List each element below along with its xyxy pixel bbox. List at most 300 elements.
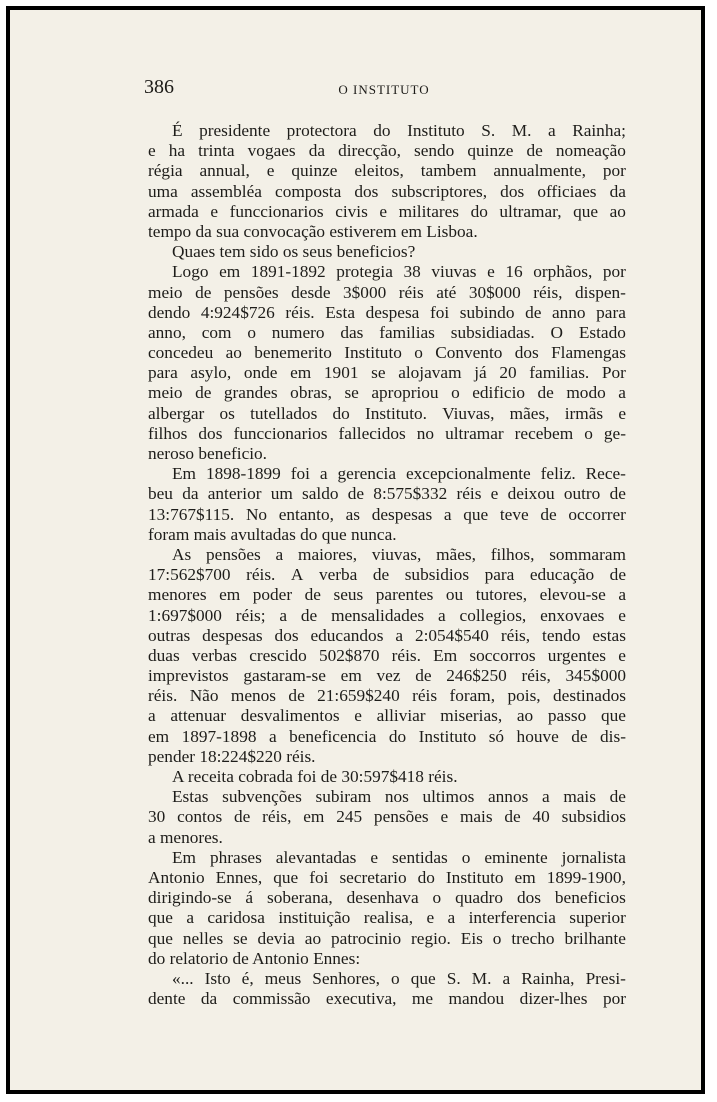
word: Por xyxy=(601,363,626,383)
word: beneficios xyxy=(554,888,626,908)
word: soberana, xyxy=(267,888,333,908)
word: 8:575$332 xyxy=(373,484,448,504)
word: Esta xyxy=(325,302,355,322)
word: das xyxy=(340,322,364,342)
word: 1897-1898 xyxy=(181,726,257,746)
word: quinze xyxy=(291,161,338,181)
word: beu xyxy=(148,484,173,504)
word: apropriou xyxy=(371,383,439,403)
text-line xyxy=(148,585,626,605)
word: de xyxy=(234,807,251,827)
word: pensões xyxy=(223,282,279,302)
word: vogaes xyxy=(247,141,296,161)
word: quadro xyxy=(455,888,504,908)
word: 16 xyxy=(505,262,523,282)
word: eleitos, xyxy=(354,161,404,181)
text-line: pender 18:224$220 réis. xyxy=(148,746,316,766)
word: regio. xyxy=(411,928,451,948)
word: deixou xyxy=(507,484,555,504)
word: ha xyxy=(168,141,186,161)
word: protegia xyxy=(336,262,393,282)
word: em xyxy=(219,262,241,282)
word: urgentes xyxy=(547,645,607,665)
word: em xyxy=(219,585,241,605)
word: Instituto xyxy=(445,867,504,887)
word: phrases xyxy=(209,847,262,867)
word: despesas xyxy=(202,625,263,645)
word: os xyxy=(219,403,235,423)
text-line xyxy=(148,283,626,303)
word: dizer-lhes xyxy=(519,989,588,1009)
text-line xyxy=(148,868,626,888)
word: anno, xyxy=(148,322,186,342)
word: 21:659$240 xyxy=(317,686,400,706)
word: outro xyxy=(563,484,601,504)
word: para xyxy=(148,363,178,383)
word: Instituto xyxy=(344,343,402,363)
word: a xyxy=(547,121,556,140)
word: sendo xyxy=(414,141,455,161)
word: o xyxy=(461,847,471,867)
word: composta xyxy=(275,181,342,201)
word: 4:924$726 xyxy=(200,302,275,322)
word: eminente xyxy=(484,847,548,867)
word: 1899-1900, xyxy=(546,867,626,887)
word: 20 xyxy=(499,363,517,383)
word: ao xyxy=(516,706,534,726)
word: gerencia xyxy=(337,464,397,484)
word: da xyxy=(200,989,218,1009)
text-line xyxy=(148,182,626,202)
word: viuvas xyxy=(431,262,477,282)
word: Instituto xyxy=(407,121,465,140)
word: jornalista xyxy=(561,847,626,867)
word: teve xyxy=(499,504,529,524)
text-line xyxy=(148,141,626,161)
word: e xyxy=(440,807,449,827)
word: benemerito xyxy=(254,343,332,363)
word: nos xyxy=(384,787,409,807)
word: um xyxy=(270,484,293,504)
word: collegios, xyxy=(459,605,527,625)
word: caridosa xyxy=(207,908,265,928)
word: Em xyxy=(172,847,196,867)
word: mães, xyxy=(436,544,476,564)
word: enxovaes xyxy=(540,605,605,625)
word: crescido xyxy=(249,645,307,665)
word: educação xyxy=(529,565,595,585)
text-line: neroso beneficio. xyxy=(148,444,268,463)
word: foi xyxy=(309,867,329,887)
text-line: A receita cobrada foi de 30:597$418 réis. xyxy=(172,767,458,786)
word: a xyxy=(618,585,626,605)
word: ao xyxy=(225,343,242,363)
word: régia xyxy=(148,161,183,181)
word: dos xyxy=(500,181,525,201)
word: réis. xyxy=(246,565,276,585)
word: trecho xyxy=(511,928,555,948)
word: obras, xyxy=(290,383,332,403)
word: M. xyxy=(471,968,492,988)
word: réis; xyxy=(235,605,266,625)
word: Rece- xyxy=(585,464,626,484)
text-line xyxy=(148,565,626,585)
word: Rainha, xyxy=(521,968,575,988)
word: soccorros xyxy=(469,645,536,665)
word: de xyxy=(195,383,212,403)
word: réis. xyxy=(148,686,178,706)
word: annos xyxy=(488,787,529,807)
word: réis, xyxy=(521,666,551,686)
word: pensões xyxy=(373,807,429,827)
word: se xyxy=(233,928,248,948)
word: de xyxy=(526,141,543,161)
word: despesa xyxy=(365,302,420,322)
word: e xyxy=(210,201,219,221)
word: no xyxy=(416,423,435,443)
word: a xyxy=(395,625,404,645)
word: seus xyxy=(333,585,364,605)
word: occorrer xyxy=(568,504,626,524)
word: fallecidos xyxy=(338,423,406,443)
word: dos xyxy=(354,181,379,201)
word: despesas xyxy=(371,504,433,524)
word: mais xyxy=(563,787,596,807)
word: em xyxy=(303,807,325,827)
word: realisa, xyxy=(363,908,414,928)
word: Flamengas xyxy=(551,343,626,363)
word: No xyxy=(245,504,268,524)
word: e xyxy=(379,201,388,221)
word: saldo xyxy=(302,484,339,504)
word: dis- xyxy=(600,726,626,746)
word: A xyxy=(290,565,304,585)
word: por xyxy=(602,262,626,282)
word: interferencia xyxy=(468,908,556,928)
word: dos xyxy=(198,423,223,443)
word: da xyxy=(182,484,199,504)
word: de xyxy=(537,383,554,403)
word: outras xyxy=(148,625,191,645)
word: M. xyxy=(511,121,532,140)
word: educandos xyxy=(310,625,384,645)
word: Eis xyxy=(460,928,483,948)
word: poder xyxy=(252,585,293,605)
word: que xyxy=(410,968,436,988)
text-line xyxy=(148,626,626,646)
text-line: tempo da sua convocação estiverem em Lisboa. xyxy=(148,221,478,241)
word: dirigindo-se xyxy=(148,888,232,908)
word: parentes xyxy=(375,585,434,605)
word: com xyxy=(201,322,232,342)
word: desenhava xyxy=(346,888,419,908)
word: beneficencia xyxy=(289,726,377,746)
word: é, xyxy=(241,968,254,988)
text-line xyxy=(148,424,626,444)
word: gastaram-se xyxy=(243,666,326,686)
text-line xyxy=(148,848,626,868)
text-line xyxy=(148,363,626,383)
word: elevou-se xyxy=(539,585,606,605)
word: filhos, xyxy=(490,544,535,564)
word: Senhores, xyxy=(312,968,380,988)
word: irmãs xyxy=(564,403,604,423)
word: do xyxy=(373,121,391,140)
word: excepcionalmente xyxy=(405,464,531,484)
word: para xyxy=(484,565,515,585)
word: Não xyxy=(189,686,219,706)
word: 1898-1899 xyxy=(205,464,281,484)
word: civis xyxy=(335,201,368,221)
word: a xyxy=(438,605,446,625)
page-number: 386 xyxy=(144,76,174,98)
word: Em xyxy=(433,645,458,665)
word: Logo xyxy=(172,262,209,282)
word: de xyxy=(609,484,626,504)
text-line xyxy=(148,706,626,726)
word: já xyxy=(474,363,487,383)
word: sommaram xyxy=(549,544,626,564)
word: uma xyxy=(148,181,178,201)
word: em xyxy=(514,867,536,887)
word: réis, xyxy=(262,807,292,827)
word: a xyxy=(443,504,452,524)
word: e xyxy=(370,847,379,867)
text-line xyxy=(148,121,626,141)
text-line xyxy=(148,505,626,525)
word: orphãos, xyxy=(533,262,593,282)
text-line xyxy=(148,686,626,706)
word: anterior xyxy=(207,484,262,504)
word: e xyxy=(266,161,275,181)
word: entanto, xyxy=(278,504,334,524)
word: Rainha; xyxy=(572,121,626,140)
word: o xyxy=(247,322,256,342)
word: filhos xyxy=(148,423,188,443)
word: brilhante xyxy=(564,928,626,948)
word: que xyxy=(273,867,299,887)
word: officiaes xyxy=(537,181,597,201)
word: assembléa xyxy=(190,181,262,201)
word: 17:562$700 xyxy=(148,565,231,585)
word: 245 xyxy=(336,807,363,827)
word: 3$000 xyxy=(343,282,387,302)
word: É xyxy=(172,121,183,140)
word: ou xyxy=(445,585,464,605)
word: asylo, xyxy=(190,363,232,383)
text-line xyxy=(148,545,626,565)
word: menos xyxy=(230,686,277,706)
text-line xyxy=(148,464,626,484)
word: e xyxy=(618,605,626,625)
word: mães, xyxy=(509,403,550,423)
word: Ennes, xyxy=(215,867,263,887)
word: pensões xyxy=(206,544,261,564)
word: quinze xyxy=(467,141,514,161)
word: 40 xyxy=(532,807,550,827)
word: subiram xyxy=(315,787,372,807)
text-line: a menores. xyxy=(148,827,223,847)
word: militares xyxy=(398,201,460,221)
word: se xyxy=(344,383,359,403)
text-line: do relatorio de Antonio Ennes: xyxy=(148,948,361,968)
word: alojavam xyxy=(398,363,462,383)
word: e xyxy=(487,262,495,282)
word: recebem xyxy=(514,423,574,443)
word: subsidios xyxy=(561,807,626,827)
word: numero xyxy=(271,322,325,342)
text-line xyxy=(148,606,626,626)
word: subindo xyxy=(459,302,515,322)
word: foram, xyxy=(449,686,496,706)
word: Instituto. xyxy=(365,403,427,423)
word: a xyxy=(279,605,288,625)
word: tutores, xyxy=(475,585,528,605)
word: verbas xyxy=(191,645,237,665)
word: de xyxy=(304,585,321,605)
word: o xyxy=(584,423,593,443)
word: a xyxy=(275,544,284,564)
word: réis, xyxy=(500,625,531,645)
text-line xyxy=(148,888,626,908)
text-line xyxy=(148,666,626,686)
word: só xyxy=(488,726,505,746)
word: á xyxy=(245,888,254,908)
word: e xyxy=(618,403,626,423)
text-line xyxy=(148,908,626,928)
word: que xyxy=(573,201,599,221)
word: Presi- xyxy=(585,968,626,988)
word: presidente xyxy=(199,121,271,140)
word: tendo xyxy=(542,625,581,645)
word: desde xyxy=(291,282,331,302)
word: de xyxy=(609,787,626,807)
word: destinados xyxy=(553,686,626,706)
text-line xyxy=(148,989,626,1009)
word: de xyxy=(525,302,542,322)
word: estas xyxy=(592,625,626,645)
word: pois, xyxy=(507,686,541,706)
word: as xyxy=(345,504,361,524)
word: o xyxy=(391,968,400,988)
word: de xyxy=(195,282,212,302)
word: familias xyxy=(379,322,435,342)
word: réis, xyxy=(533,282,563,302)
word: 246$250 xyxy=(446,666,507,686)
word: e xyxy=(354,706,362,726)
word: executiva, xyxy=(325,989,397,1009)
word: 502$870 xyxy=(318,645,380,665)
word: de xyxy=(372,565,390,585)
word: o xyxy=(432,888,442,908)
word: réis. xyxy=(391,645,421,665)
word: foi xyxy=(429,302,450,322)
word: me xyxy=(411,989,434,1009)
word: dos xyxy=(514,343,539,363)
word: por xyxy=(602,989,626,1009)
word: de xyxy=(347,484,365,504)
word: Convento xyxy=(435,343,503,363)
word: que xyxy=(463,504,489,524)
word: subsidiadas. xyxy=(450,322,535,342)
word: subscriptores, xyxy=(391,181,488,201)
word: e xyxy=(490,484,499,504)
word: albergar xyxy=(148,403,205,423)
running-title: O INSTITUTO xyxy=(338,82,430,97)
word: se xyxy=(371,363,386,383)
word: 345$000 xyxy=(565,666,626,686)
word: duas xyxy=(148,645,180,665)
word: feliz. xyxy=(540,464,576,484)
text-line xyxy=(148,343,626,363)
text-line xyxy=(148,202,626,222)
word: annual, xyxy=(199,161,250,181)
word: trinta xyxy=(198,141,235,161)
word: alevantadas xyxy=(275,847,357,867)
word: devia xyxy=(257,928,295,948)
word: ultimos xyxy=(422,787,475,807)
word: commissão xyxy=(232,989,311,1009)
word: anno xyxy=(551,302,586,322)
word: Em xyxy=(172,464,196,484)
word: em xyxy=(290,363,312,383)
word: 13:767$115. xyxy=(148,504,235,524)
word: do xyxy=(388,726,407,746)
text-line xyxy=(148,484,626,504)
word: «... xyxy=(172,968,194,988)
word: a xyxy=(186,908,194,928)
word: mais xyxy=(459,807,493,827)
word: mensalidades xyxy=(331,605,425,625)
word: réis xyxy=(398,282,424,302)
word: de xyxy=(288,686,305,706)
word: dendo xyxy=(148,302,191,322)
word: viuvas, xyxy=(371,544,422,564)
word: do xyxy=(417,867,435,887)
word: de xyxy=(609,565,626,585)
word: menores xyxy=(148,585,207,605)
word: S. xyxy=(446,968,461,988)
word: dente xyxy=(148,989,186,1009)
word: vez xyxy=(376,666,401,686)
text-line xyxy=(148,646,626,666)
word: S. xyxy=(481,121,496,140)
word: a xyxy=(447,908,456,928)
word: superior xyxy=(569,908,626,928)
text-line xyxy=(148,787,626,807)
word: e xyxy=(618,645,626,665)
word: modo xyxy=(566,383,606,403)
word: dos xyxy=(274,625,299,645)
text-line xyxy=(148,262,626,282)
word: do xyxy=(470,201,488,221)
word: o xyxy=(492,928,502,948)
word: imprevistos xyxy=(148,666,229,686)
word: até xyxy=(436,282,457,302)
word: grandes xyxy=(223,383,278,403)
word: que xyxy=(148,908,173,928)
word: a xyxy=(541,787,550,807)
word: patrocinio xyxy=(331,928,402,948)
word: Isto xyxy=(204,968,231,988)
word: réis xyxy=(412,686,438,706)
word: houve xyxy=(516,726,559,746)
word: meus xyxy=(264,968,302,988)
word: sentidas xyxy=(392,847,448,867)
word: passo xyxy=(547,706,587,726)
word: 38 xyxy=(403,262,421,282)
text-line: Quaes tem sido os seus beneficios? xyxy=(172,242,416,262)
